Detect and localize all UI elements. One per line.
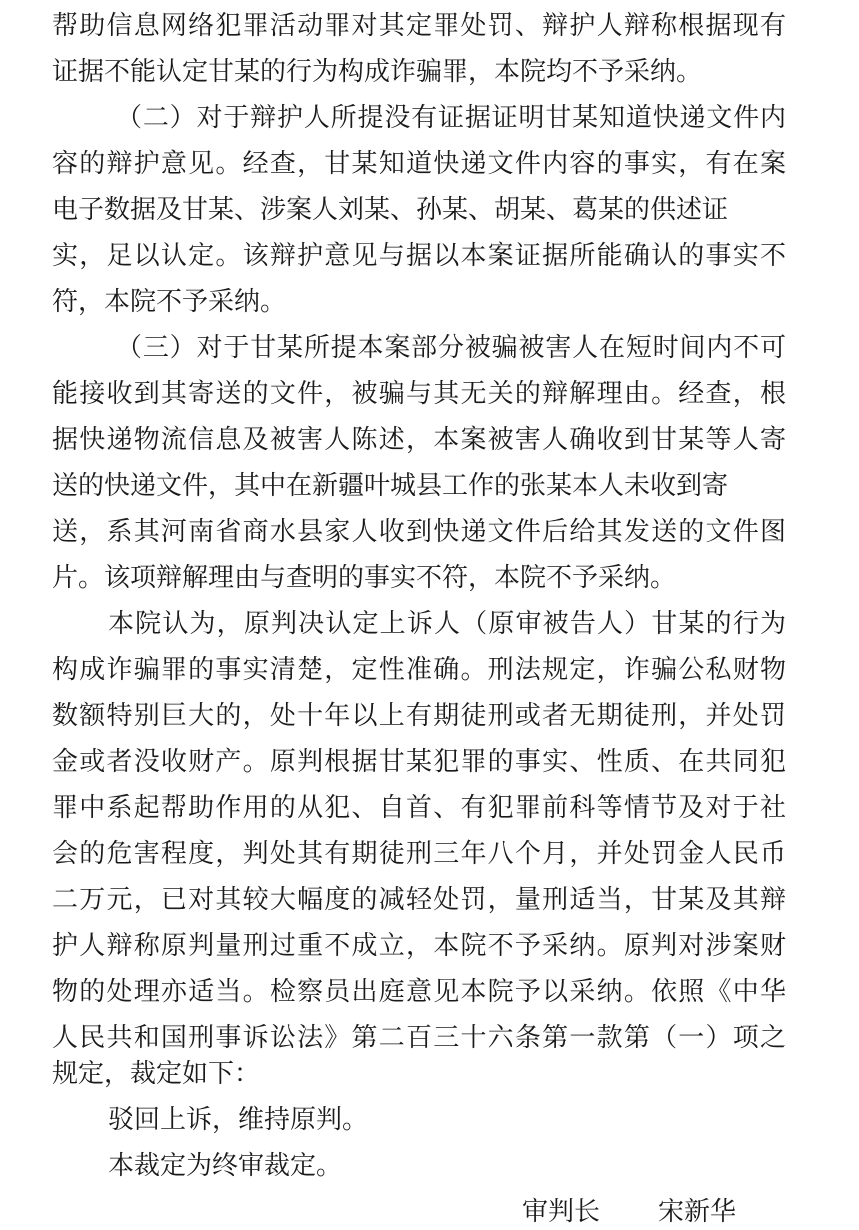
finality-text: 本裁定为终审裁定。 bbox=[108, 1151, 343, 1181]
text-line: 构成诈骗罪的事实清楚，定性准确。刑法规定，诈骗公私财物 bbox=[52, 655, 786, 685]
text-line: 规定，裁定如下： bbox=[52, 1059, 261, 1089]
text-line: 电子数据及甘某、涉案人刘某、孙某、胡某、葛某的供述证 bbox=[52, 195, 729, 225]
text-line: 送，系其河南省商水县家人收到快递文件后给其发送的文件图 bbox=[52, 517, 786, 547]
text-line: 证据不能认定甘某的行为构成诈骗罪，本院均不予采纳。 bbox=[52, 57, 703, 87]
text-line: 物的处理亦适当。检察员出庭意见本院予以采纳。依照《中华 bbox=[52, 977, 786, 1007]
paragraph-ruling-start: 本院认为，原判决认定上诉人（原审被告人）甘某的行为 bbox=[108, 609, 786, 639]
text-line: 金或者没收财产。原判根据甘某犯罪的事实、性质、在共同犯 bbox=[52, 747, 786, 777]
text-line: 护人辩称原判量刑过重不成立，本院不予采纳。原判对涉案财 bbox=[52, 931, 786, 961]
signature-name: 宋新华 bbox=[658, 1197, 737, 1227]
text-line: 二万元，已对其较大幅度的减轻处罚，量刑适当，甘某及其辩 bbox=[52, 885, 786, 915]
text-line: 送的快递文件，其中在新疆叶城县工作的张某本人未收到寄 bbox=[52, 471, 729, 501]
text-line: 片。该项辩解理由与查明的事实不符，本院不予采纳。 bbox=[52, 563, 677, 593]
text-line: 能接收到其寄送的文件，被骗与其无关的辩解理由。经查，根 bbox=[52, 379, 786, 409]
ruling-text: 驳回上诉，维持原判。 bbox=[108, 1105, 369, 1135]
text-line: 罪中系起帮助作用的从犯、自首、有犯罪前科等情节及对于社 bbox=[52, 793, 786, 823]
text-line: 人民共和国刑事诉讼法》第二百三十六条第一款第（一）项之 bbox=[52, 1023, 786, 1053]
text-line: 帮助信息网络犯罪活动罪对其定罪处罚、辩护人辩称根据现有 bbox=[52, 11, 786, 41]
signature-role: 审判长 bbox=[522, 1197, 601, 1227]
text-line: 数额特别巨大的，处十年以上有期徒刑或者无期徒刑，并处罚 bbox=[52, 701, 786, 731]
text-line: 据快递物流信息及被害人陈述，本案被害人确收到甘某等人寄 bbox=[52, 425, 786, 455]
text-line: 实，足以认定。该辩护意见与据以本案证据所能确认的事实不 bbox=[52, 241, 786, 271]
text-line: 容的辩护意见。经查，甘某知道快递文件内容的事实，有在案 bbox=[52, 149, 786, 179]
text-line: 符，本院不予采纳。 bbox=[52, 287, 287, 317]
paragraph-3-start: （三）对于甘某所提本案部分被骗被害人在短时间内不可 bbox=[116, 333, 786, 363]
paragraph-2-start: （二）对于辩护人所提没有证据证明甘某知道快递文件内 bbox=[116, 103, 786, 133]
text-line: 会的危害程度，判处其有期徒刑三年八个月，并处罚金人民币 bbox=[52, 839, 786, 869]
